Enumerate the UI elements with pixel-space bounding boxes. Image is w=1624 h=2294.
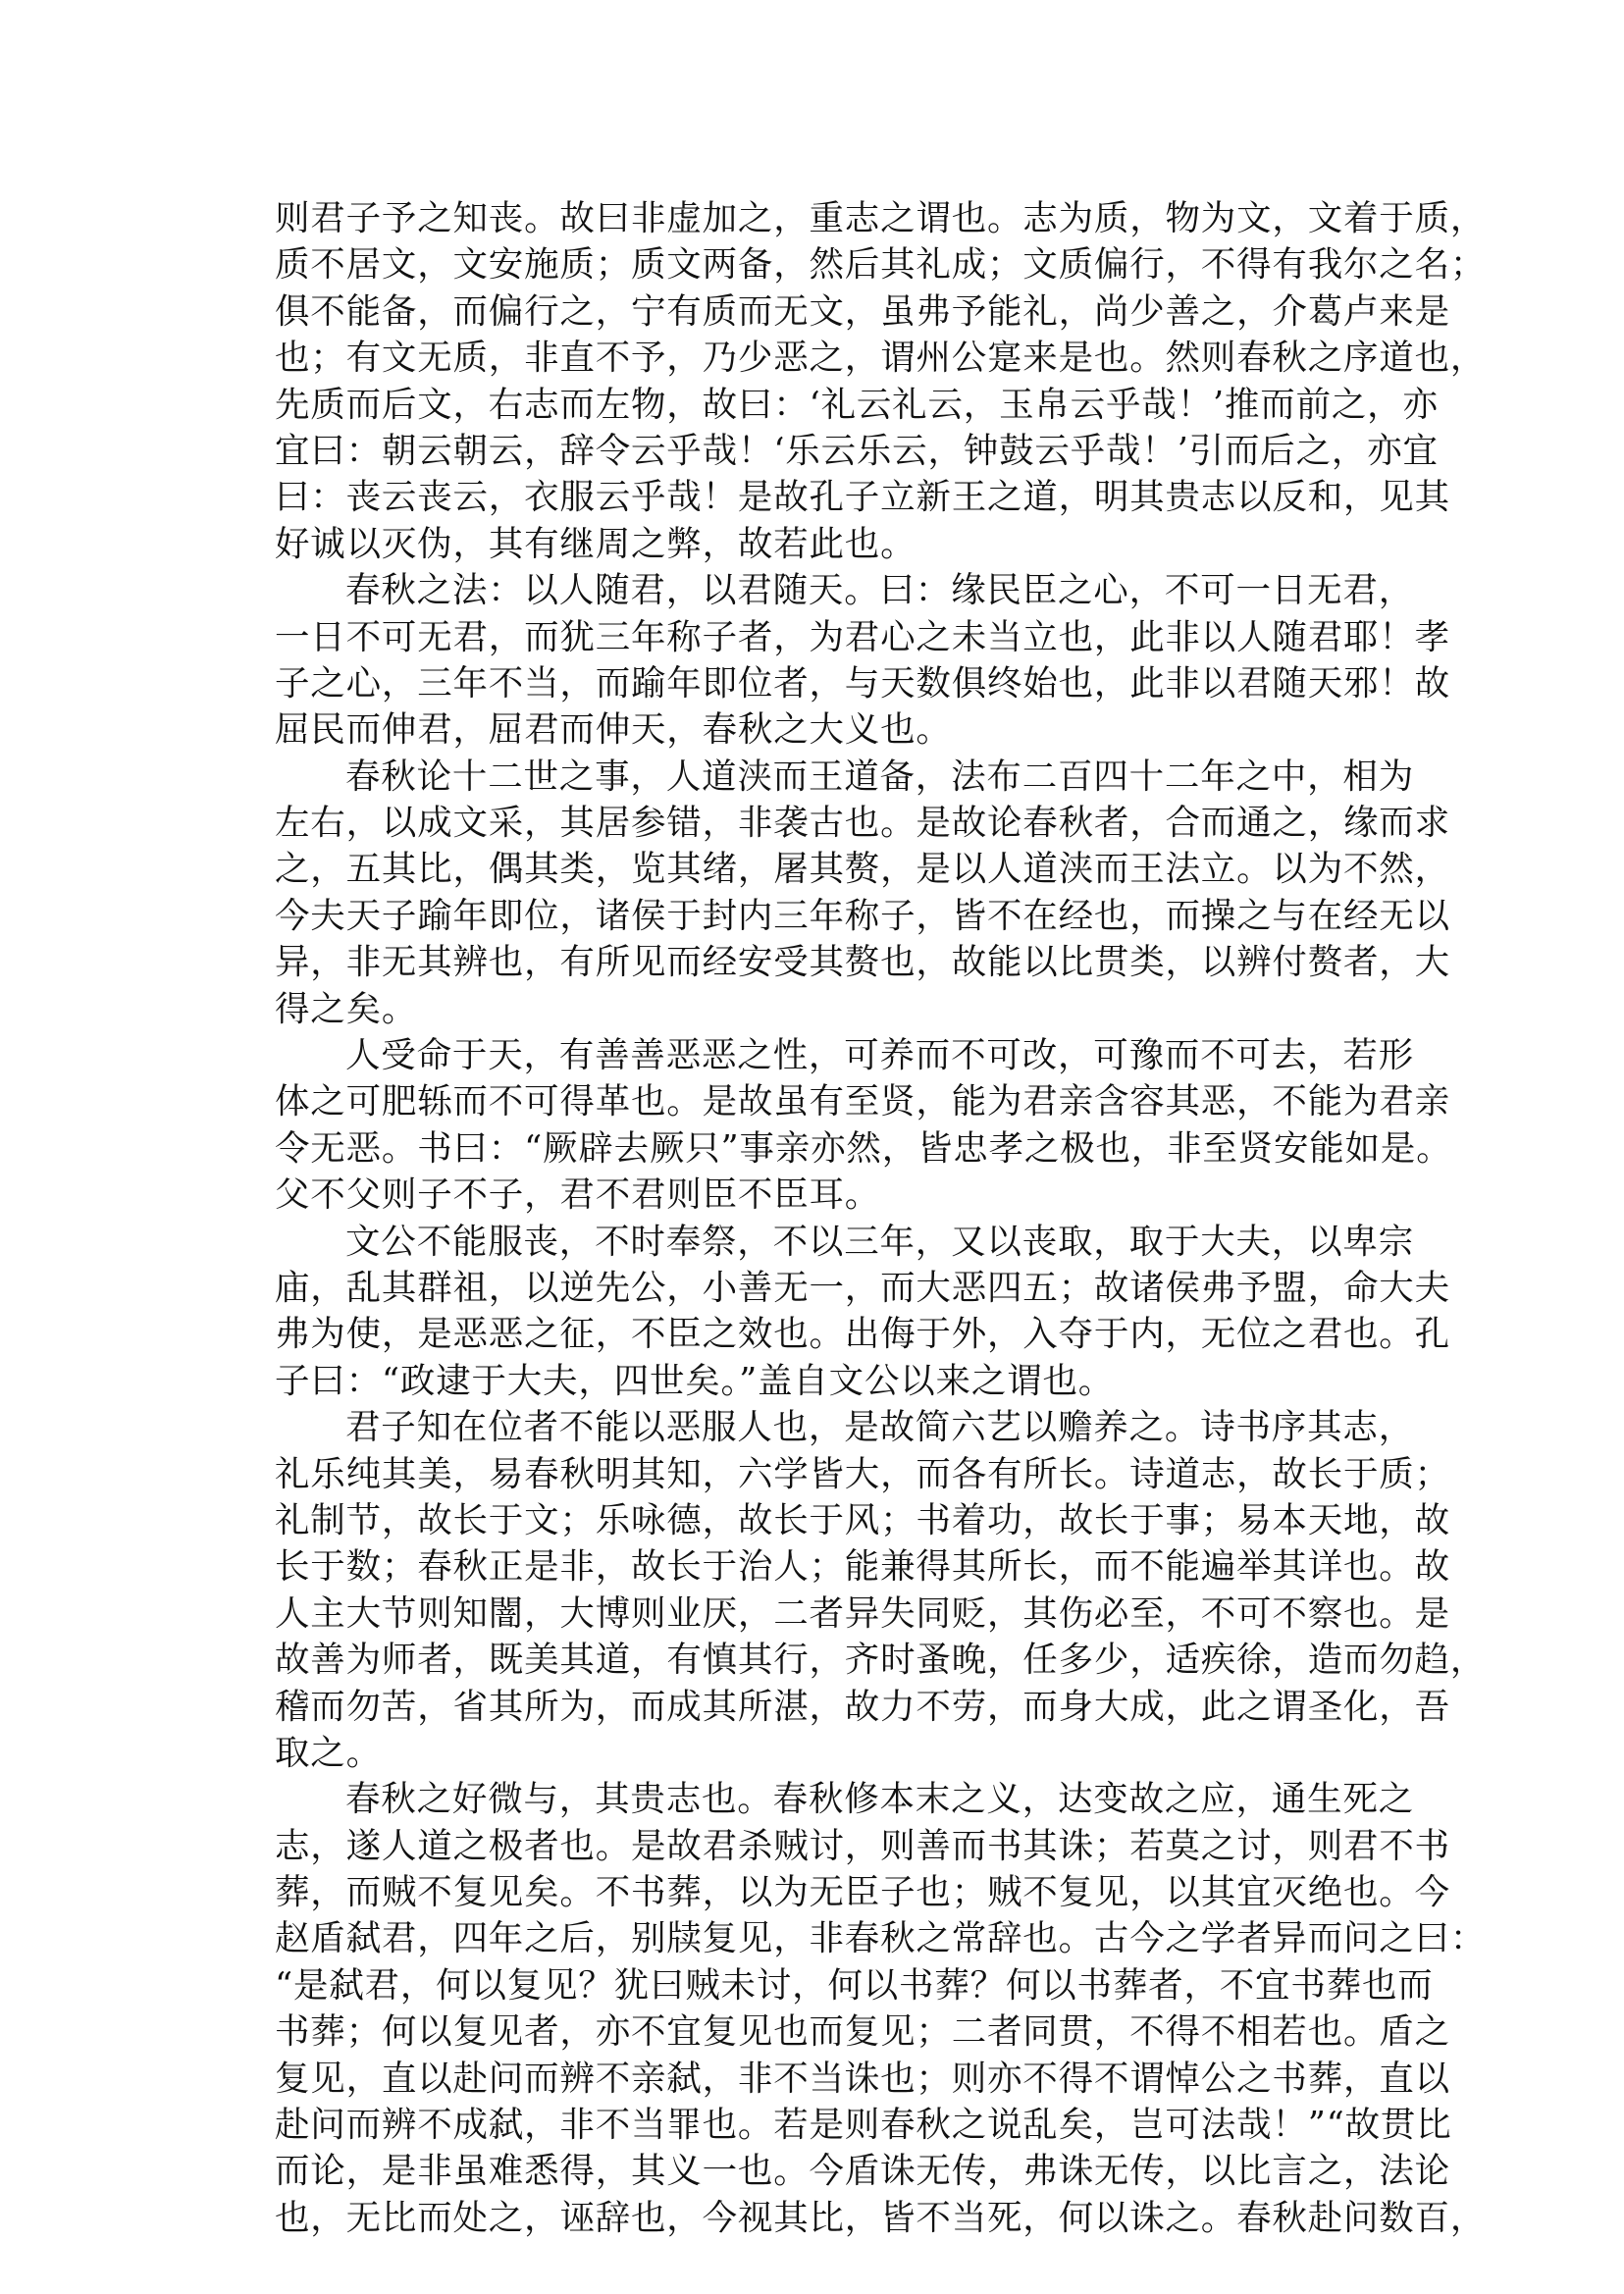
text-line: 庙，乱其群祖，以逆先公，小善无一，而大恶四五；故诸侯弗予盟，命大夫 <box>275 1267 1450 1308</box>
text-line: 礼制节，故长于文；乐咏德，故长于风；书着功，故长于事；易本天地，故 <box>275 1499 1450 1540</box>
text-line: 也；有文无质，非直不予，乃少恶之，谓州公寔来是也。然则春秋之序道也， <box>275 338 1487 379</box>
paragraph <box>275 1032 1452 1219</box>
text-line: 之，五其比，偶其类，览其绪，屠其赘，是以人道浃而王法立。以为不然， <box>275 849 1450 890</box>
text-line: 也，无比而处之，诬辞也，今视其比，皆不当死，何以诛之。春秋赴问数百， <box>275 2197 1487 2238</box>
document-body-text <box>275 195 1487 2241</box>
text-line: 令无恶。书曰：“厥辟去厥只”事亲亦然，皆忠孝之极也，非至贤安能如是。 <box>275 1127 1452 1169</box>
text-line: 志，遂人道之极者也。是故君杀贼讨，则善而书其诛；若莫之讨，则君不书 <box>275 1825 1450 1866</box>
text-line: 得之矣。 <box>275 988 418 1029</box>
text-line: 取之。 <box>275 1732 382 1773</box>
text-line: 屈民而伸君，屈君而伸天，春秋之大义也。 <box>275 709 952 751</box>
text-line: 故善为师者，既美其道，有慎其行，齐时蚤晚，任多少，适疾徐，造而勿趋， <box>275 1640 1487 1681</box>
text-line: 春秋论十二世之事，人道浃而王道备，法布二百四十二年之中，相为 <box>345 756 1415 797</box>
text-line: 曰：丧云丧云，衣服云乎哉！是故孔子立新王之道，明其贵志以反和，见其 <box>275 477 1450 518</box>
text-line: 人主大节则知闇，大博则业厌，二者异失同贬，其伤必至，不可不察也。是 <box>275 1592 1450 1634</box>
paragraph <box>275 1776 1487 2241</box>
text-line: “是弑君，何以复见？犹曰贼未讨，何以书葬？何以书葬者，不宜书葬也而 <box>275 1964 1434 2006</box>
text-line: 先质而后文，右志而左物，故曰：‘礼云礼云，玉帛云乎哉！’推而前之，亦 <box>275 384 1439 425</box>
text-line: 父不父则子不子，君不君则臣不臣耳。 <box>275 1174 881 1216</box>
text-line: 子曰：“政逮于大夫，四世矣。”盖自文公以来之谓也。 <box>275 1360 1115 1401</box>
text-line: 书葬；何以复见者，亦不宜复见也而复见；二者同贯，不得不相若也。盾之 <box>275 2011 1450 2053</box>
text-line: 君子知在位者不能以恶服人也，是故简六艺以赡养之。诗书序其志， <box>345 1407 1415 1448</box>
text-line: 宜曰：朝云朝云，辞令云乎哉！‘乐云乐云，钟鼓云乎哉！’引而后之，亦宜 <box>275 430 1439 471</box>
text-line: 长于数；春秋正是非，故长于治人；能兼得其所长，而不能遍举其详也。故 <box>275 1546 1450 1588</box>
paragraph <box>275 754 1450 1032</box>
text-line: 异，非无其辨也，有所见而经安受其赘也，故能以比贯类，以辨付赘者，大 <box>275 942 1450 983</box>
text-line: 子之心，三年不当，而踰年即位者，与天数俱终始也，此非以君随天邪！故 <box>275 662 1450 704</box>
text-line: 弗为使，是恶恶之征，不臣之效也。出侮于外，入夺于内，无位之君也。孔 <box>275 1314 1450 1355</box>
paragraph <box>275 567 1450 754</box>
text-line: 复见，直以赴问而辨不亲弑，非不当诛也；则亦不得不谓悼公之书葬，直以 <box>275 2058 1450 2099</box>
text-line: 则君子予之知丧。故曰非虚加之，重志之谓也。志为质，物为文，文着于质， <box>275 198 1487 238</box>
text-line: 而论，是非虽难悉得，其义一也。今盾诛无传，弗诛无传，以比言之，法论 <box>275 2151 1450 2192</box>
text-line: 今夫天子踰年即位，诸侯于封内三年称子，皆不在经也，而操之与在经无以 <box>275 895 1450 936</box>
text-line: 稽而勿苦，省其所为，而成其所湛，故力不劳，而身大成，此之谓圣化，吾 <box>275 1686 1450 1727</box>
text-line: 左右，以成文采，其居参错，非袭古也。是故论春秋者，合而通之，缘而求 <box>275 803 1450 844</box>
paragraph <box>275 1219 1450 1405</box>
text-line: 文公不能服丧，不时奉祭，不以三年，又以丧取，取于大夫，以卑宗 <box>345 1221 1415 1262</box>
text-line: 礼乐纯其美，易春秋明其知，六学皆大，而各有所长。诗道志，故长于质； <box>275 1453 1450 1494</box>
text-line: 春秋之法：以人随君，以君随天。曰：缘民臣之心，不可一日无君， <box>345 570 1415 611</box>
text-line: 体之可肥轹而不可得革也。是故虽有至贤，能为君亲含容其恶，不能为君亲 <box>275 1081 1450 1122</box>
text-line: 赵盾弑君，四年之后，别牍复见，非春秋之常辞也。古今之学者异而问之曰： <box>275 1918 1487 1959</box>
paragraph <box>275 1404 1487 1776</box>
text-line: 好诚以灭伪，其有继周之弊，故若此也。 <box>275 523 917 564</box>
text-line: 人受命于天，有善善恶恶之性，可养而不可改，可豫而不可去，若形 <box>345 1035 1415 1076</box>
text-line: 春秋之好微与，其贵志也。春秋修本末之义，达变故之应，通生死之 <box>345 1779 1415 1820</box>
text-line: 俱不能备，而偏行之，宁有质而无文，虽弗予能礼，尚少善之，介葛卢来是 <box>275 290 1450 332</box>
text-line: 葬，而贼不复见矣。不书葬，以为无臣子也；贼不复见，以其宜灭绝也。今 <box>275 1872 1450 1913</box>
paragraph <box>275 195 1487 567</box>
text-line: 一日不可无君，而犹三年称子者，为君心之未当立也，此非以人随君耶！孝 <box>275 616 1450 657</box>
text-line: 赴问而辨不成弑，非不当罪也。若是则春秋之说乱矣，岂可法哉！”“故贯比 <box>275 2105 1452 2146</box>
text-line: 质不居文，文安施质；质文两备，然后其礼成；文质偏行，不得有我尔之名； <box>275 244 1487 286</box>
